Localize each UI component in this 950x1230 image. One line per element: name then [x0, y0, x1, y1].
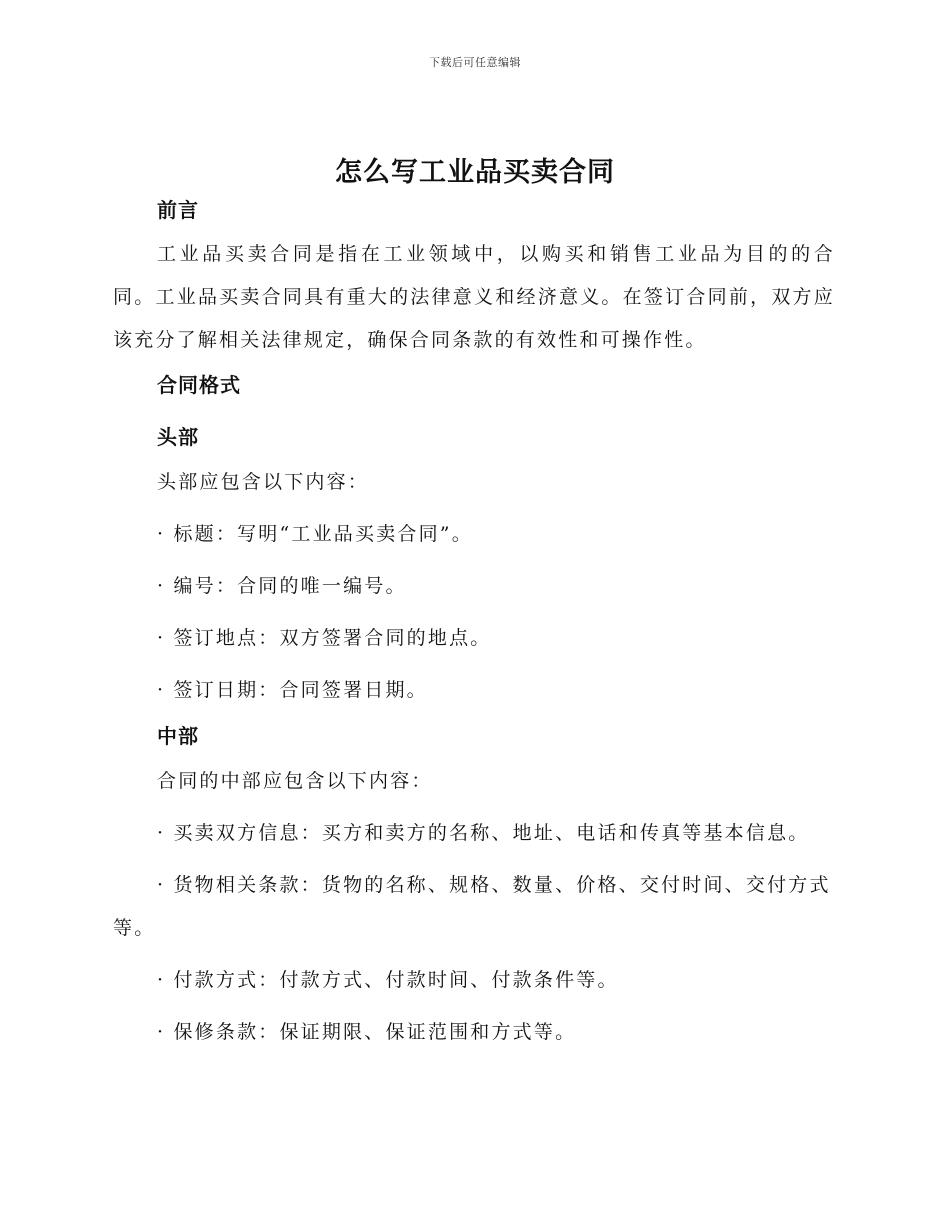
middle-section-intro: 合同的中部应包含以下内容： [157, 770, 433, 792]
format-heading: 合同格式 [157, 373, 241, 397]
list-item: · 货物相关条款：货物的名称、规格、数量、价格、交付时间、交付方式等。 [113, 874, 831, 939]
list-item: · 保修条款：保证期限、保证范围和方式等。 [157, 1021, 577, 1043]
list-item: · 标题：写明“工业品买卖合同”。 [157, 523, 473, 545]
page-header-note: 下载后可任意编辑 [429, 56, 521, 69]
document-body [113, 196, 835, 1054]
document-title: 怎么写工业品买卖合同 [335, 157, 615, 188]
preface-heading: 前言 [157, 198, 199, 222]
list-item: · 买卖双方信息：买方和卖方的名称、地址、电话和传真等基本信息。 [157, 822, 810, 844]
preface-paragraph: 工业品买卖合同是指在工业领域中，以购买和销售工业品为目的的合同。工业品买卖合同具有重大的法律意义和经济意义。在签订合同前，双方应该充分了解相关法律规定，确保合同条款的有效性和可操作性。 [113, 243, 835, 351]
head-section-intro: 头部应包含以下内容： [157, 471, 370, 493]
middle-section-heading: 中部 [157, 724, 199, 748]
list-item: · 付款方式：付款方式、付款时间、付款条件等。 [157, 969, 619, 991]
list-item: · 编号：合同的唯一编号。 [157, 575, 407, 597]
head-section-heading: 头部 [157, 425, 199, 449]
list-item: · 签订日期：合同签署日期。 [157, 679, 428, 701]
list-item: · 签订地点：双方签署合同的地点。 [157, 627, 492, 649]
